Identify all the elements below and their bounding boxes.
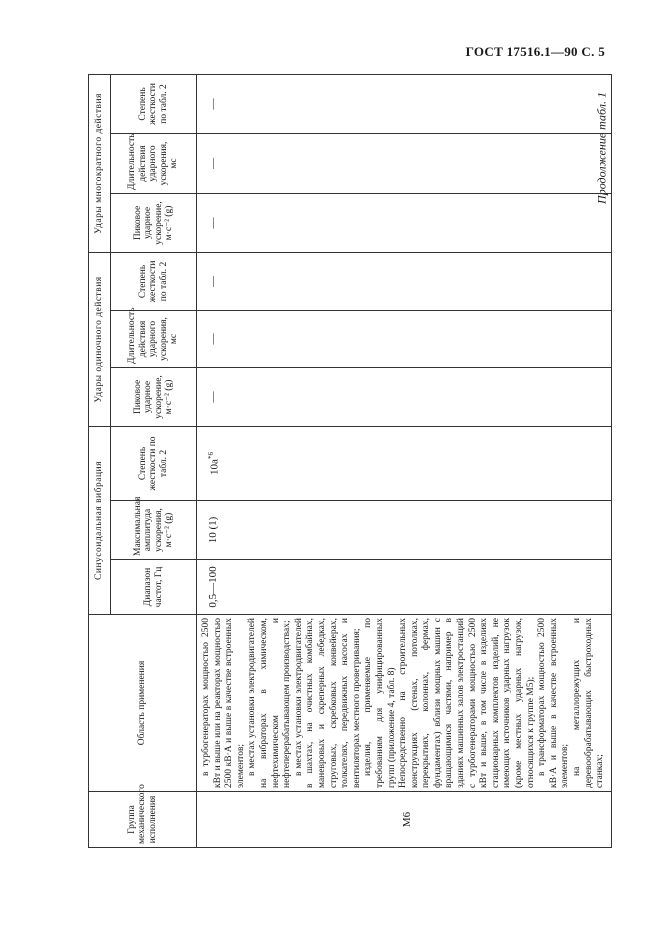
usage-paragraph: в трансформаторах мощностью 2500 кВ·А и выше в качестве встроенных элементов; <box>537 618 571 788</box>
multi-duration-cell: — <box>197 133 612 193</box>
sine-vibration-header: Синусоидальная вибрация <box>89 426 111 614</box>
single-peak-cell: — <box>197 367 612 426</box>
single-shock-header: Удары одиночного действия <box>89 252 111 426</box>
col-usage-header: Область применения <box>89 615 197 792</box>
single-severity-cell: — <box>197 252 612 310</box>
sine-amp-cell: 10 (1) <box>197 501 612 560</box>
multi-duration-header: Длительность действия ударного ускорения, мс <box>111 133 197 193</box>
sine-severity-header: Степень жесткости по табл. 2 <box>111 426 197 500</box>
multi-peak-cell: — <box>197 193 612 252</box>
sine-severity-value: 10а <box>208 459 221 475</box>
specifications-table <box>88 74 612 848</box>
single-duration-header: Длительность действия ударного ускорения, мс <box>111 310 197 367</box>
continuation-title: Продолжение табл. 1 <box>594 92 609 204</box>
single-severity-header: Степень жесткости по табл. 2 <box>111 252 197 310</box>
col-group-header: Группа механического исполнения <box>89 792 197 848</box>
usage-paragraph: в местах установки электродвигателей на вибраторах в химическом, нефтехимическом и нефтеперерабатывающем производствах; <box>247 618 293 788</box>
usage-paragraph: в турбогенераторах мощностью 2500 кВт и выше или на реакторах мощностью 2500 кВ·А и выше в качестве встроенных элементов; <box>201 618 246 788</box>
single-duration-cell: — <box>197 310 612 367</box>
usage-paragraph: в местах установки электродвигателей в шахтах, на очистных комбайнах, маневровых и скреперных лебедках, струговых, скребковых конвейерах, толкателях, передвижных насосах и вентиляторах местного проветривания; <box>293 618 362 788</box>
single-peak-header: Пиковое ударное ускорение, м·с⁻² (g) <box>111 367 197 426</box>
sine-freq-cell: 0,5—100 <box>197 560 612 615</box>
group-cell <box>197 792 612 848</box>
sine-freq-header: Диапазон частот, Гц <box>111 560 197 615</box>
sine-amp-header: Максимальная амплитуда ускорения, м·с⁻² (g) <box>111 501 197 560</box>
usage-paragraph: Непосредственно на строительных конструкциях (стенах, потолках, перекрытиях, колоннах, фермах, фундаментах) вблизи мощных машин с вращающимися частями, например в зданиях машинных залов электростанций с турбогенераторами мощностью 2500 кВт и выше, в том числе в изделиях стационарных комплектов изделий, не имеющих источников ударных нагрузок (кроме местных ударных нагрузок, относящихся к группе М5); <box>398 618 536 788</box>
usage-cell <box>197 615 612 792</box>
multi-severity-cell: — <box>197 74 612 133</box>
group-value: М6 <box>401 811 413 828</box>
sine-severity-cell <box>197 426 612 500</box>
usage-paragraph: на металлорежущих и деревообрабатывающих быстроходных станках; <box>572 618 606 788</box>
table-row <box>197 74 612 847</box>
page-header: ГОСТ 17516.1—90 С. 5 <box>465 44 605 59</box>
multi-peak-header: Пиковое ударное ускорение, м·с⁻² (g) <box>111 193 197 252</box>
footnote-mark: *6 <box>207 452 215 460</box>
multi-severity-header: Степень жесткости по табл. 2 <box>111 74 197 133</box>
usage-paragraph: изделия, применяемые по требованиям для унифицированных групп (приложение 4, табл. 8) <box>363 618 397 788</box>
multi-shock-header: Удары многократного действия <box>89 74 111 252</box>
